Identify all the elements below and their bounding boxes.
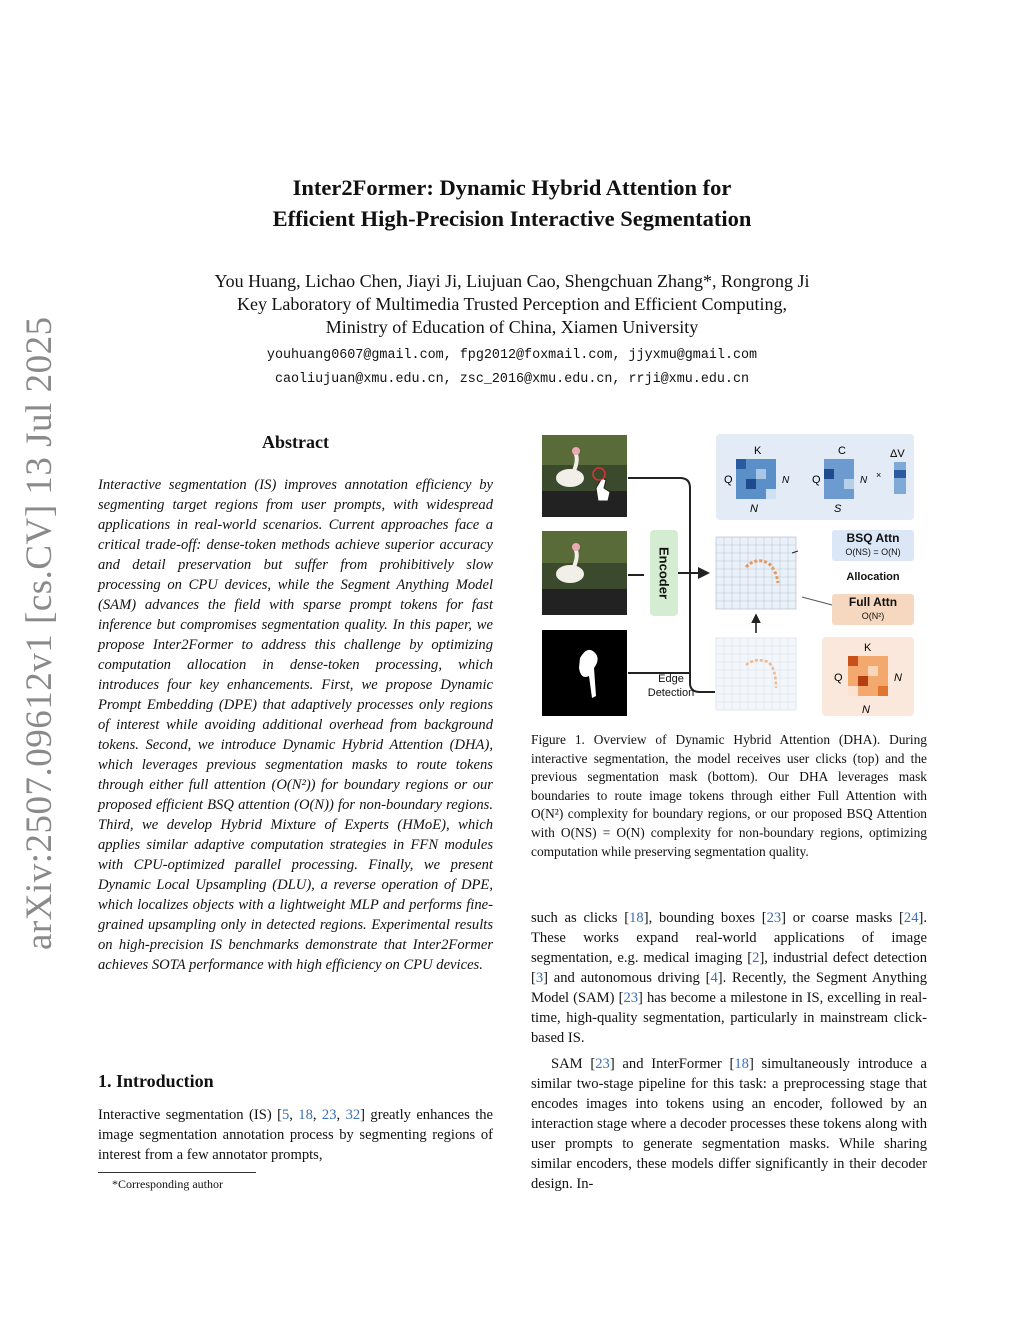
svg-text:N: N — [750, 503, 758, 515]
svg-text:K: K — [864, 642, 872, 654]
svg-text:C: C — [838, 445, 846, 457]
svg-text:N: N — [782, 475, 790, 486]
citation-link[interactable]: 18 — [298, 1107, 313, 1123]
email-line-1: youhuang0607@gmail.com, fpg2012@foxmail.com, jjyxmu@gmail.com — [266, 348, 758, 363]
input-image-with-click — [542, 435, 627, 517]
full-attention-matrix — [822, 637, 914, 716]
introduction-heading: 1. Introduction — [98, 1071, 214, 1091]
svg-text:N: N — [894, 672, 902, 684]
introduction-paragraph: Interactive segmentation (IS) [5, 18, 23, 32] greatly enhances the image segmentation annotation process by segmenting regions of interest from a few annotator prompts, — [98, 1107, 494, 1163]
email-block — [120, 344, 904, 392]
bsq-attn-box: BSQ Attn O(NS) = O(N) — [832, 530, 914, 561]
citation-link[interactable]: 24 — [903, 910, 919, 926]
svg-text:ΔV: ΔV — [890, 448, 905, 460]
cq-matrix — [824, 459, 854, 499]
citation-link[interactable]: 2 — [752, 950, 760, 966]
citation-link[interactable]: 18 — [734, 1056, 749, 1072]
abstract-text: Interactive segmentation (IS) improves annotation efficiency by segmenting target regions from user prompts, with widespread applications in real-world scenarios. Current approaches face a critical trade-off: dense-token methods achieve superior accuracy and detail preservation but suffer from prohibitively slow processing on CPU devices, while the Segment Anything Model (SAM) advances the field with sparse prompt tokens for fast inference but compromises segmentation quality. In this paper, we propose Inter2Former to address this challenge by optimizing computation allocation in dense-token processing, which introduces four key enhancements. First, we propose Dynamic Prompt Embedding (DPE) that adaptively processes only regions of interest while avoiding additional overhead from background tokens. Second, we introduce Dynamic Hybrid Attention (DHA), which leverages previous segmentation masks to route tokens through either full attention (O(N²)) for boundary regions or our proposed efficient BSQ attention (O(N)) for non-boundary regions. Third, we develop Hybrid Mixture of Experts (HMoE), which applies similar adaptive computation strategies in FFN modules with CPU-optimized parallel processing. Finally, we present Dynamic Local Upsampling (DLU), a reverse operation of DPE, which localizes objects with a lightweight MLP and performs fine-grained upsampling only in detected regions. Experimental results on high-precision IS benchmarks demonstrate that Inter2Former achieves SOTA performance with high efficiency on CPU devices. — [98, 477, 493, 973]
affiliation-line-1: Key Laboratory of Multimedia Trusted Perception and Efficient Computing, — [236, 294, 788, 314]
paragraph: SAM [23] and InterFormer [18] simultaneously introduce a similar two-stage pipeline for this task: a preprocessing stage that encodes images into tokens using an encoder, followed by an interaction stage where a decoder processes these tokens along with user prompts to generate segmentation masks. While sharing similar encoders, these models differ significantly in their decoder design. In- — [531, 1056, 927, 1192]
svg-text:S: S — [834, 503, 842, 515]
encoder-block: Encoder — [650, 530, 678, 616]
svg-text:Q: Q — [812, 474, 821, 486]
citation-link[interactable]: 23 — [766, 910, 782, 926]
svg-text:N: N — [862, 704, 870, 716]
figure-1-caption: Figure 1. Overview of Dynamic Hybrid Attention (DHA). During interactive segmentation, the model receives user clicks (top) and the previous segmentation mask (bottom). Our DHA leverages mask boundaries to route image tokens through either Full Attention with O(N²) complexity for boundary regions, or our proposed BSQ Attention with O(NS) = O(N) complexity for non-boundary regions, optimizing computation while preserving segmentation quality. — [531, 732, 927, 859]
title-line-1: Inter2Former: Dynamic Hybrid Attention for — [292, 175, 732, 200]
previous-mask-image — [542, 630, 627, 716]
citation-link[interactable]: 23 — [321, 1107, 337, 1123]
affiliation-line-2: Ministry of Education of China, Xiamen University — [325, 317, 699, 337]
bsq-matrices — [716, 434, 914, 520]
author-names: You Huang, Lichao Chen, Jiayi Ji, Liujuan Cao, Shengchuan Zhang*, Rongrong Ji — [214, 271, 810, 291]
citation-link[interactable]: 4 — [710, 970, 718, 986]
citation-link[interactable]: 23 — [623, 990, 639, 1006]
citation-link[interactable]: 23 — [595, 1056, 610, 1072]
author-block — [120, 270, 904, 339]
paragraph: such as clicks [18], bounding boxes [23] or coarse masks [24]. These works expand real-world applications of image segmentation, e.g. medical imaging [2], industrial defect detection [3] and autonomous driving [4]. Recently, the Segment Anything Model (SAM) [23] has become a milestone in IS, excelling in real-time, high-quality segmentation, particularly in mainstream click-based IS. — [531, 910, 928, 1046]
citation-link[interactable]: 5 — [281, 1107, 290, 1123]
input-image — [542, 531, 627, 615]
citation-link[interactable]: 3 — [535, 970, 544, 986]
paper-title — [150, 172, 874, 234]
token-grid-top — [716, 537, 796, 609]
token-grid-bottom — [716, 638, 796, 710]
citation-link[interactable]: 32 — [345, 1107, 361, 1123]
svg-text:K: K — [754, 445, 762, 457]
citation-link[interactable]: 18 — [629, 910, 644, 926]
kq-matrix — [736, 459, 776, 499]
footnote: *Corresponding author — [112, 1177, 223, 1191]
delta-v-vector — [894, 462, 906, 494]
right-column-body — [531, 908, 927, 1194]
allocation-label: Allocation — [846, 571, 900, 583]
edge-detection-label: Edge Detection — [647, 673, 695, 699]
svg-text:Q: Q — [724, 474, 733, 486]
full-attn-box: Full Attn O(N²) — [832, 594, 914, 625]
email-line-2: caoliujuan@xmu.edu.cn, zsc_2016@xmu.edu.cn, rrji@xmu.edu.cn — [274, 372, 750, 387]
svg-text:×: × — [876, 470, 882, 480]
svg-text:N: N — [860, 475, 868, 486]
svg-text:Q: Q — [834, 672, 843, 684]
footnote-rule — [98, 1172, 256, 1173]
title-line-2: Efficient High-Precision Interactive Segmentation — [272, 206, 752, 231]
arxiv-identifier: arXiv:2507.09612v1 [cs.CV] 13 Jul 2025 — [19, 316, 60, 950]
abstract-heading: Abstract — [262, 432, 329, 452]
